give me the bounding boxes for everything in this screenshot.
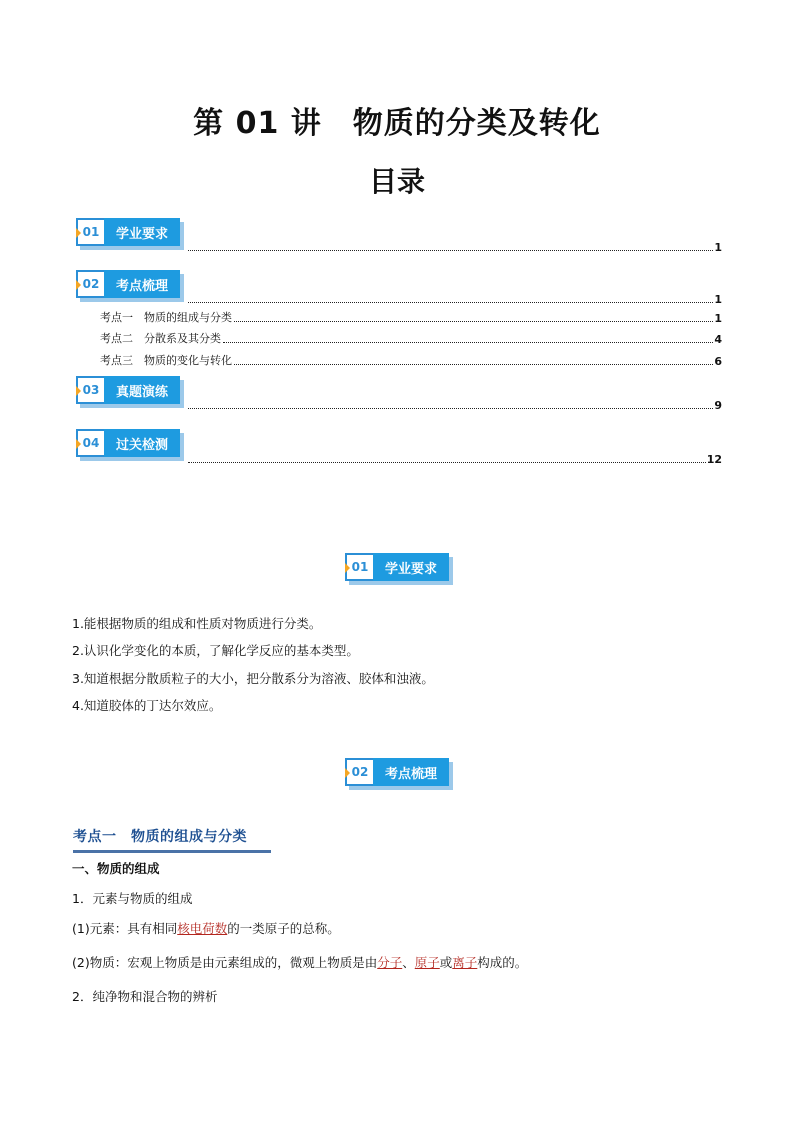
paragraph: 2．纯净物和混合物的辨析 [72,989,218,1004]
toc-subentry-label: 考点一 物质的组成与分类 [100,311,232,324]
toc-subentry-1[interactable] [100,311,722,325]
requirement-item: 4.知道胶体的丁达尔效应。 [72,698,222,713]
requirement-item: 1.能根据物质的组成和性质对物质进行分类。 [72,616,322,631]
toc-leader [188,408,713,409]
toc-badge-02[interactable] [76,270,180,298]
badge-number: 04 [76,429,104,457]
requirement-item: 2.认识化学变化的本质，了解化学反应的基本类型。 [72,643,359,658]
toc-leader [188,462,706,463]
text: (1)元素：具有相同 [72,921,178,936]
badge-label: 真题演练 [104,376,180,404]
badge-label: 学业要求 [373,553,449,581]
badge-number: 03 [76,376,104,404]
topic-underline [73,850,271,853]
toc-leader [234,321,713,322]
toc-subentry-label: 考点二 分散系及其分类 [100,332,221,345]
answer-blank: 分子 [377,955,403,970]
toc-page-number: 9 [714,399,722,412]
toc-entry-04[interactable] [188,452,722,466]
badge-number: 02 [76,270,104,298]
paragraph: 1．元素与物质的组成 [72,891,193,906]
toc-badge-01[interactable] [76,218,180,246]
text: (2)物质：宏观上物质是由元素组成的，微观上物质是由 [72,955,378,970]
text: 、 [402,955,415,970]
text: 的一类原子的总称。 [227,921,340,936]
toc-subentry-label: 考点三 物质的变化与转化 [100,354,232,367]
toc-badge-03[interactable] [76,376,180,404]
badge-label: 学业要求 [104,218,180,246]
toc-entry-03[interactable] [188,398,722,412]
badge-label: 考点梳理 [373,758,449,786]
toc-leader [188,250,713,251]
section-badge-02 [345,758,449,786]
toc-page-number: 1 [714,293,722,306]
answer-blank: 离子 [452,955,478,970]
answer-blank: 核电荷数 [177,921,228,936]
toc-page-number: 4 [714,333,722,346]
toc-subentry-3[interactable] [100,354,722,368]
toc-leader [223,342,713,343]
badge-number: 02 [345,758,373,786]
answer-blank: 原子 [414,955,440,970]
toc-page-number: 12 [706,453,722,466]
badge-label: 过关检测 [104,429,180,457]
toc-page-number: 1 [714,312,722,325]
text: 构成的。 [477,955,528,970]
toc-entry-01[interactable] [188,240,722,254]
section-badge-01 [345,553,449,581]
badge-number: 01 [345,553,373,581]
text: 或 [439,955,453,970]
topic-heading: 考点一 物质的组成与分类 [73,829,247,845]
paragraph-element-definition [72,919,340,937]
page-title: 第 01 讲 物质的分类及转化 [193,106,601,141]
toc-page-number: 6 [714,355,722,368]
toc-badge-04[interactable] [76,429,180,457]
badge-label: 考点梳理 [104,270,180,298]
toc-heading: 目录 [368,165,425,198]
requirement-item: 3.知道根据分散质粒子的大小，把分散系分为溶液、胶体和浊液。 [72,671,434,686]
toc-leader [234,364,713,365]
toc-subentry-2[interactable] [100,332,722,346]
toc-page-number: 1 [714,241,722,254]
paragraph-substance-definition [72,953,527,971]
badge-number: 01 [76,218,104,246]
subheading: 一、物质的组成 [72,861,160,876]
toc-leader [188,302,713,303]
toc-entry-02[interactable] [188,292,722,306]
